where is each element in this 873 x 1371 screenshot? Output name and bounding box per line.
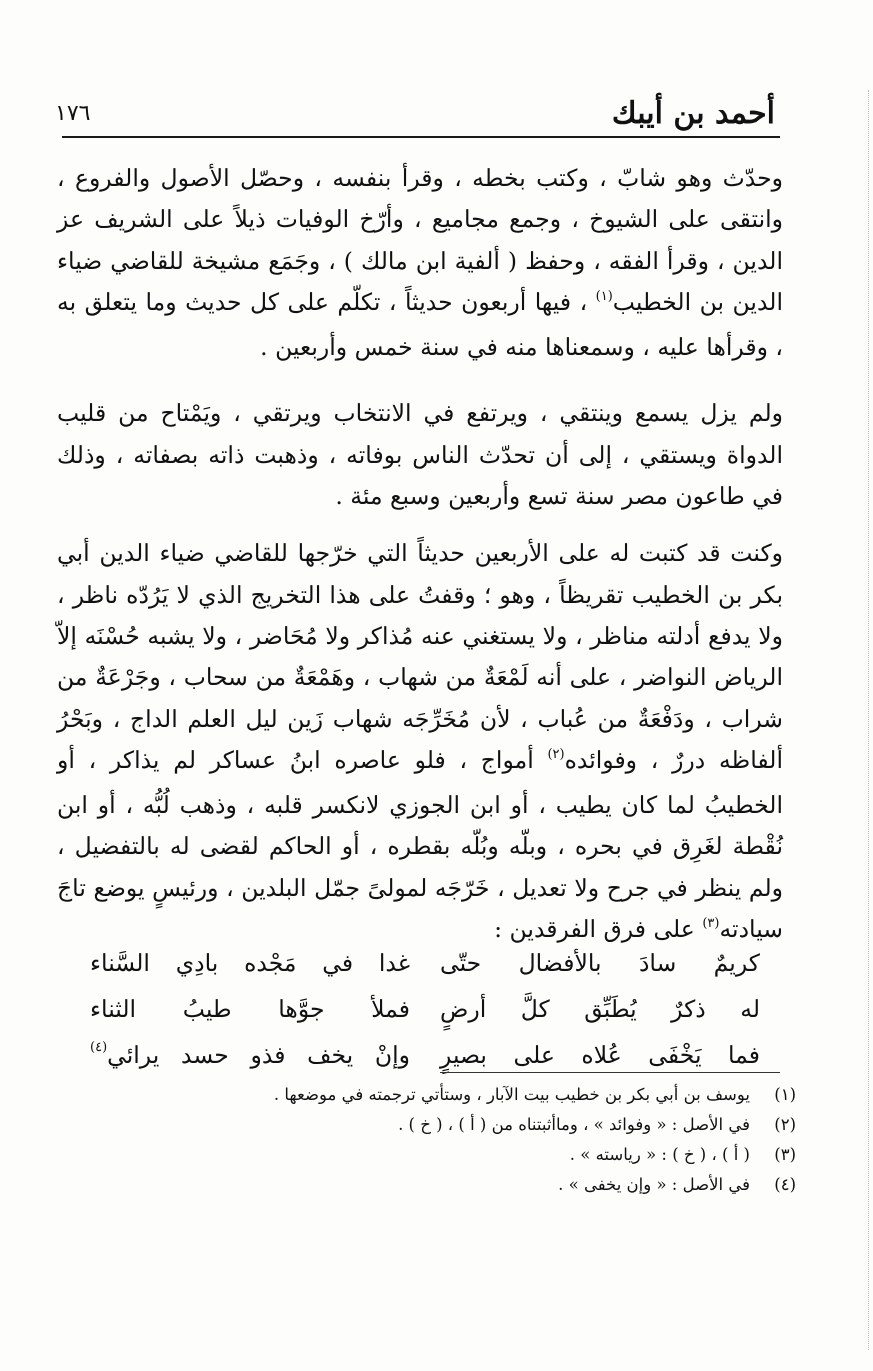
footnote-text: في الأصل : « وإن يخفى » . <box>558 1175 750 1194</box>
verse-second-hemistich-text: وإنْ يخف فذو حسد يرائي <box>107 1041 410 1069</box>
paragraph-3-text-end: على فرق الفرقدين : <box>494 915 703 944</box>
paragraph-1 <box>57 158 783 368</box>
paragraph-3-text-cont: أمواج ، فلو عاصره ابنُ عساكر لم يذاكر ، أو الخطيبُ لما كان يطيب ، أو ابن الجوزي لانكسر قلبه ، وذهب لُبُّه ، أو ابن نُقْطة لغَرِق في بحره ، وبلّه وبُلّه بقطره ، أو الحاكم لقضى له بالتفضيل ، ولم ينظر في جرح ولا تعديل ، خَرّجَه لمولىً جمّل البلدين ، ورئيسٍ يوضع تاجَ سيادته <box>57 745 783 944</box>
poem-verse <box>90 986 760 1032</box>
running-header <box>55 88 775 134</box>
footnote-ref-4: (٤) <box>90 1040 108 1055</box>
footnote-rule <box>440 1072 780 1073</box>
verse-first-hemistich: كريمٌ سادَ بالأفضال حتّى <box>440 949 760 977</box>
footnotes <box>200 1080 796 1200</box>
page-number: ١٧٦ <box>55 101 91 126</box>
verse-first-hemistich: فما يَخْفَى عُلاه على بصيرٍ <box>440 1041 760 1069</box>
verse-second-hemistich <box>90 1032 410 1078</box>
footnote-item <box>200 1140 796 1170</box>
footnote-item <box>200 1080 796 1110</box>
footnote-number: (٢) <box>774 1115 796 1134</box>
page-edge <box>868 90 869 1350</box>
paragraph-1-text-cont: ، فيها أربعون حديثاً ، تكلّم على كل حديث وما يتعلق به ، وقرأها عليه ، وسمعناها منه في سنة خمس وأربعين . <box>57 287 783 362</box>
footnote-number: (٣) <box>774 1145 796 1164</box>
footnote-text: ( أ ) ، ( خ ) : « رياسته » . <box>569 1145 750 1164</box>
poem-verse <box>90 940 760 986</box>
verse-first-hemistich: له ذكرٌ يُطَبِّق كلَّ أرضٍ <box>440 995 760 1023</box>
footnote-text: يوسف بن أبي بكر بن خطيب بيت الآبار ، وستأتي ترجمته في موضعها . <box>273 1085 750 1104</box>
footnote-number: (٤) <box>774 1175 796 1194</box>
paragraph-3 <box>57 533 783 954</box>
footnote-ref-3: (٣) <box>702 916 720 932</box>
footnote-ref-1: (١) <box>595 288 613 304</box>
footnote-item <box>200 1110 796 1140</box>
running-title: أحمد بن أيبك <box>611 96 775 131</box>
footnote-text: في الأصل : « وفوائد » ، وماأثبتناه من ( أ ) ، ( خ ) . <box>398 1115 750 1134</box>
header-rule <box>62 136 780 138</box>
footnote-number: (١) <box>774 1085 796 1104</box>
main-text <box>57 158 783 954</box>
paragraph-1-text: وحدّث وهو شابّ ، وكتب بخطه ، وقرأ بنفسه ، وحصّل الأصول والفروع ، وانتقى على الشيوخ ، وجمع مجاميع ، وأرّخ الوفيات ذيلاً على الشريف عز الدين ، وقرأ الفقه ، وحفظ ( ألفية ابن مالك ) ، وجَمَع مشيخة للقاضي ضياء الدين بن الخطيب <box>57 164 783 316</box>
footnote-item <box>200 1170 796 1200</box>
footnote-ref-2: (٢) <box>547 746 565 762</box>
paragraph-3-text: وكنت قد كتبت له على الأربعين حديثاً التي خرّجها للقاضي ضياء الدين أبي بكر بن الخطيب تقريظاً ، وهو ؛ وقفتُ على هذا التخريج الذي لا يَرُدّه ناظر ، ولا يدفع أدلته مناظر ، ولا يستغني عنه مُذاكر ولا مُحَاضر ، ولا يشبه حُسْنَه إلاّ الرياض النواضر ، على أنه لَمْعَةٌ من شهاب ، وهَمْعَةٌ من سحاب ، وجَرْعَةٌ من شراب ، ودَفْعَةٌ من عُباب ، لأن مُخَرِّجَه شهاب زَين ليل العلم الداج ، وبَحْرُ ألفاظه دررٌ ، وفوائده <box>57 539 783 774</box>
verse-second-hemistich: فملأ جوَّها طيبُ الثناء <box>90 995 410 1023</box>
paragraph-2: ولم يزل يسمع وينتقي ، ويرتفع في الانتخاب ويرتقي ، ويَمْتاح من قليب الدواة ويستقي ، إلى أن تحدّث الناس بوفاته ، وذهبت ذاته بصفاته ، وذلك في طاعون مصر سنة تسع وأربعين وسبع مئة . <box>57 399 783 511</box>
verse-second-hemistich: غدا في مَجْده بادِي السَّناء <box>90 949 410 977</box>
poem <box>90 940 760 1078</box>
